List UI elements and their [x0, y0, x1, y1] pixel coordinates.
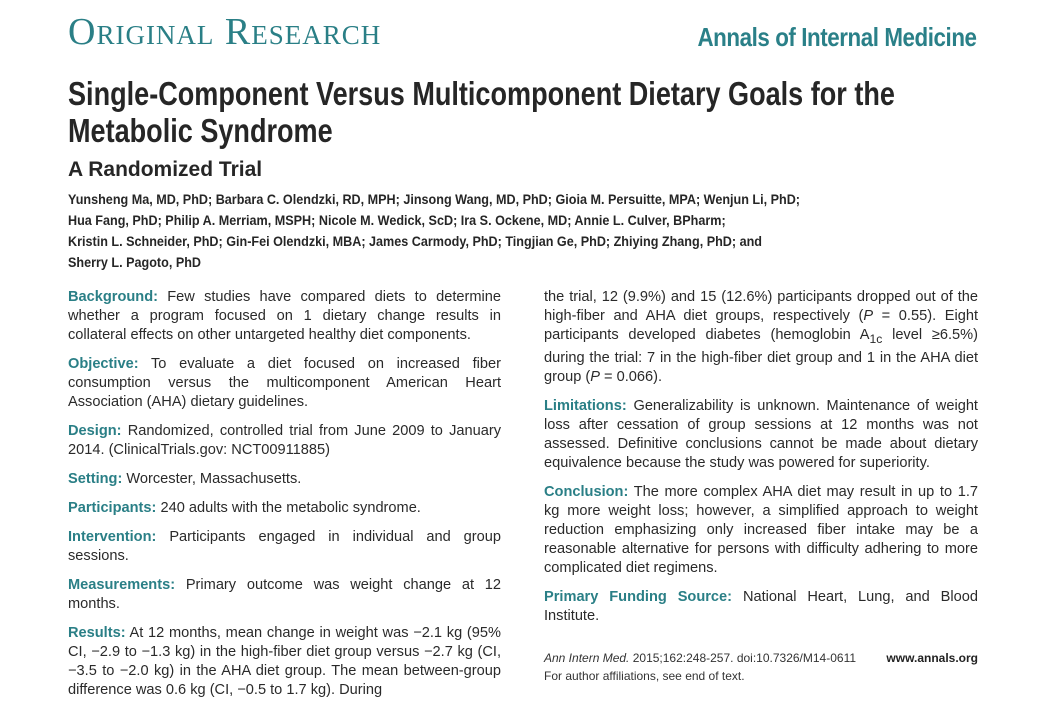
p-value-symbol: P: [590, 368, 600, 385]
results-paragraph: [68, 624, 501, 700]
author-line: Hua Fang, PhD; Philip A. Merriam, MSPH; Nicole M. Wedick, ScD; Ira S. Ockene, MD; Annie L. Culver, BPharm;: [68, 212, 726, 228]
participants-paragraph: [68, 499, 501, 518]
intervention-paragraph: [68, 528, 501, 566]
participants-text: 240 adults with the metabolic syndrome.: [160, 500, 421, 516]
funding-paragraph: [544, 588, 978, 626]
results-continued-paragraph: [544, 288, 978, 387]
article-subtitle: A Randomized Trial: [68, 158, 263, 181]
citation-journal: Ann Intern Med.: [544, 651, 630, 665]
citation-block: [544, 649, 978, 685]
results-text: At 12 months, mean change in weight was −2.1 kg (95% CI, −2.9 to −1.3 kg) in the high-fiber diet group versus −2.7 kg (CI, −3.5 to −2.0 kg) in the AHA diet group. The mean between-group difference was 0.6 kg (CI, −0.5 to 1.7 kg). During: [68, 625, 501, 698]
journal-url-link[interactable]: www.annals.org: [886, 651, 978, 665]
results-continued-text-b: = 0.55). Eight participants developed diabetes (hemoglobin A: [544, 308, 978, 343]
citation-details: 2015;162:248-257. doi:10.7326/M14-0611: [629, 651, 857, 665]
setting-heading: Setting:: [68, 471, 123, 487]
p-value-symbol: P: [863, 308, 874, 324]
results-continued-text-a: the trial, 12 (9.9%) and 15 (12.6%) participants dropped out of the high-fiber and AHA diet groups, respectively (: [544, 289, 978, 324]
background-text: Few studies have compared diets to determine whether a program focused on 1 dietary change results in collateral effects on other untargeted healthy diet components.: [68, 289, 501, 343]
limitations-heading: Limitations:: [544, 397, 627, 414]
measurements-text: Primary outcome was weight change at 12 months.: [68, 577, 501, 612]
author-line: Sherry L. Pagoto, PhD: [68, 254, 202, 270]
objective-text: To evaluate a diet focused on increased fiber consumption versus the multicomponent American Heart Association (AHA) dietary guidelines.: [68, 356, 501, 410]
conclusion-paragraph: [544, 483, 978, 578]
affiliations-note: For author affiliations, see end of text.: [544, 669, 745, 683]
author-list: [68, 189, 1040, 273]
author-line: Kristin L. Schneider, PhD; Gin-Fei Olendzki, MBA; James Carmody, PhD; Tingjian Ge, PhD; Zhiying Zhang, PhD; and: [68, 233, 763, 249]
citation-line: [544, 649, 978, 667]
abstract-left-column: [68, 288, 501, 710]
results-continued-text-d: = 0.066).: [599, 368, 663, 385]
setting-paragraph: [68, 470, 501, 489]
limitations-text: Generalizability is unknown. Maintenance of weight loss after cessation of group sessions at 12 months was not assessed. Definitive conclusions cannot be made about dietary equivalence because the study was powered for superiority.: [544, 397, 978, 471]
limitations-paragraph: [544, 397, 978, 473]
intervention-heading: Intervention:: [68, 529, 157, 545]
funding-heading: Primary Funding Source:: [544, 588, 733, 605]
objective-heading: Objective:: [68, 356, 139, 372]
conclusion-text: The more complex AHA diet may result in up to 1.7 kg more weight loss; however, a simplified approach to weight reduction emphasizing only increased fiber intake may be a reasonable alternative for persons with difficulty adhering to more complicated diet regimens.: [544, 483, 978, 576]
design-heading: Design:: [68, 423, 122, 439]
journal-name: Annals of Internal Medicine: [697, 22, 977, 52]
measurements-paragraph: [68, 576, 501, 614]
hba1c-subscript: 1c: [869, 331, 883, 346]
funding-text: National Heart, Lung, and Blood Institute.: [544, 588, 979, 624]
conclusion-heading: Conclusion:: [544, 483, 629, 500]
abstract-right-column: [544, 288, 978, 636]
participants-heading: Participants:: [68, 500, 157, 516]
background-heading: Background:: [68, 289, 158, 305]
design-text: Randomized, controlled trial from June 2009 to January 2014. (ClinicalTrials.gov: NCT00911885): [68, 423, 501, 458]
measurements-heading: Measurements:: [68, 577, 176, 593]
author-line: Yunsheng Ma, MD, PhD; Barbara C. Olendzki, RD, MPH; Jinsong Wang, MD, PhD; Gioia M. Persuitte, MPA; Wenjun Li, PhD;: [68, 191, 801, 207]
article-title: [68, 75, 970, 149]
results-heading: Results:: [68, 625, 126, 641]
objective-paragraph: [68, 355, 501, 412]
design-paragraph: [68, 422, 501, 460]
intervention-text: Participants engaged in individual and group sessions.: [68, 529, 501, 564]
title-line-1: Single-Component Versus Multicomponent Dietary Goals for the: [68, 75, 895, 112]
setting-text: Worcester, Massachusetts.: [126, 471, 302, 487]
background-paragraph: [68, 288, 501, 345]
title-line-2: Metabolic Syndrome: [68, 112, 333, 149]
section-label: Original Research: [68, 11, 382, 53]
results-continued-text-c: level ≥6.5%) during the trial: 7 in the high-fiber diet group and 1 in the AHA diet group (: [544, 327, 978, 385]
